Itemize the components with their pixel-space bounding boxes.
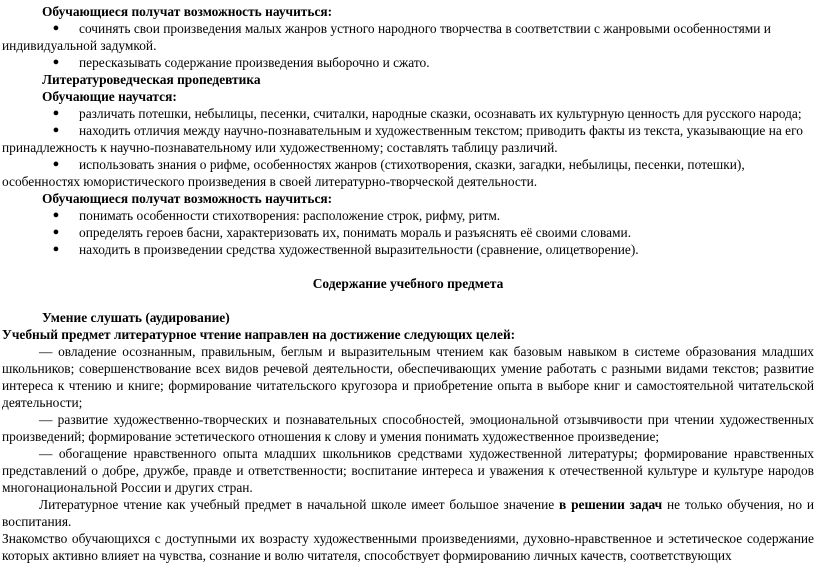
- bullet-item: [2, 122, 814, 156]
- goal-paragraph: — овладение осознанным, правильным, беглым и выразительным чтением как базовым навыком в системе образования младших школьников; совершенствование всех видов речевой деятельности, обеспечивающих умение работать с разными видами текстов; развитие интереса к чтению и книге; формирование читательского кругозора и приобретение опыта в выборе книг и самостоятельной читательской деятельности;: [2, 344, 814, 410]
- bullet-item: [2, 224, 814, 241]
- closing-paragraph: Знакомство обучающихся с доступными их возрасту художественными произведениями, духовно-нравственное и эстетическое содержание которых активно влияет на чувства, сознание и волю читателя, способствует формированию личных качеств, соответствующих: [2, 531, 814, 563]
- bullet-icon: ●: [52, 107, 60, 119]
- bullet-icon: ●: [52, 209, 60, 221]
- bullet-text: пересказывать содержание произведения выборочно и сжато.: [79, 55, 430, 70]
- spacer: [2, 292, 814, 309]
- bullet-icon: ●: [52, 226, 60, 238]
- bullet-item: [2, 241, 814, 258]
- literature-text-start: Литературное чтение как учебный предмет в начальной школе имеет большое значение: [39, 497, 560, 512]
- bullet-item: [2, 20, 814, 54]
- bullet-item: [2, 105, 814, 122]
- spacer: [2, 258, 814, 275]
- bullet-icon: ●: [52, 124, 60, 136]
- goal-paragraph: — обогащение нравственного опыта младших школьников средствами художественной литературы; формирование нравственных представлений о добре, дружбе, правде и ответственности; воспитание интереса и уважения к отечественной культуре и культуре народов многонациональной России и других стран.: [2, 446, 814, 495]
- listening-heading: Умение слушать (аудирование): [42, 310, 230, 325]
- bullet-text: сочинять свои произведения малых жанров устного народного творчества в соответствии с жанровыми особенностями и индивидуальной задумкой.: [2, 21, 771, 53]
- bullet-icon: ●: [52, 22, 60, 34]
- literature-text-bold: в решении задач: [559, 497, 663, 512]
- bullet-text: различать потешки, небылицы, песенки, считалки, народные сказки, осознавать их культурную ценность для русского народа;: [79, 106, 802, 121]
- bullet-icon: ●: [52, 56, 60, 68]
- section-heading: Обучающиеся получат возможность научиться:: [42, 191, 333, 206]
- goal-paragraph: — развитие художественно-творческих и познавательных способностей, эмоциональной отзывчивости при чтении художественных произведений; формирование эстетического отношения к слову и умения понимать художественное произведение;: [2, 412, 814, 444]
- section-heading: Обучающиеся получат возможность научиться:: [42, 4, 333, 19]
- literature-text-end: не только обучения, но и воспитания.: [2, 497, 814, 529]
- bullet-text: понимать особенности стихотворения: расположение строк, рифму, ритм.: [79, 208, 501, 223]
- bullet-text: определять героев басни, характеризовать их, понимать мораль и разъяснять её своими словами.: [79, 225, 632, 240]
- bullet-icon: ●: [52, 243, 60, 255]
- bullet-text: использовать знания о рифме, особенностях жанров (стихотворения, сказки, загадки, небылицы, песенки, потешки), особенностях юмористического произведения в своей литературно-творческой деятельности.: [2, 157, 745, 189]
- content-title: Содержание учебного предмета: [312, 276, 504, 291]
- bullet-item: [2, 54, 814, 71]
- bullet-item: [2, 156, 814, 190]
- bullet-text: находить в произведении средства художественной выразительности (сравнение, олицетворение).: [79, 242, 639, 257]
- section-title: Литературоведческая пропедевтика: [42, 72, 261, 87]
- goals-heading: Учебный предмет литературное чтение направлен на достижение следующих целей:: [2, 327, 516, 342]
- bullet-text: находить отличия между научно-познавательным и художественным текстом; приводить факты из текста, указывающие на его принадлежность к научно-познавательному или художественному; составлять таблицу различий.: [2, 123, 803, 155]
- bullet-icon: ●: [52, 158, 60, 170]
- bullet-item: [2, 207, 814, 224]
- section-heading: Обучающие научатся:: [42, 89, 177, 104]
